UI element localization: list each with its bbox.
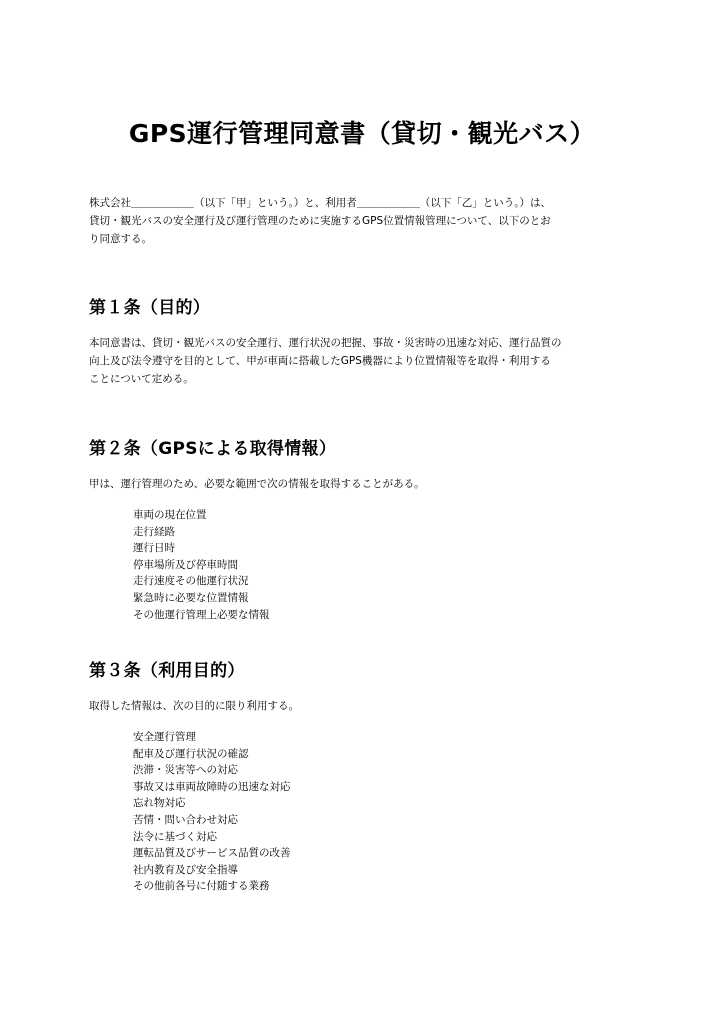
list-item: 社内教育及び安全指導 [133, 863, 238, 876]
article-2-text: 甲は、運行管理のため、必要な範囲で次の情報を取得することがある。 [89, 478, 425, 490]
article-2-list [133, 507, 270, 623]
list-item: 安全運行管理 [133, 731, 196, 743]
article-3-list [133, 729, 291, 895]
article-3-text: 取得した情報は、次の目的に限り利用する。 [89, 700, 299, 712]
document-title: GPS運行管理同意書（貸切・観光バス） [128, 119, 596, 148]
list-item: 停車場所及び停車時間 [133, 558, 238, 571]
list-item: 渋滞・災害等への対応 [133, 764, 238, 777]
list-item: 緊急時に必要な位置情報 [133, 591, 249, 604]
list-item: その他運行管理上必要な情報 [133, 608, 270, 621]
list-item: 忘れ物対応 [133, 797, 186, 810]
list-item: 走行速度その他運行状況 [133, 575, 249, 588]
article-2-heading: 第２条（GPSによる取得情報） [89, 439, 337, 459]
article-3-heading: 第３条（利用目的） [89, 661, 245, 681]
list-item: 走行経路 [133, 525, 175, 538]
list-item: 苦情・問い合わせ対応 [133, 813, 238, 826]
list-item: 運転品質及びサービス品質の改善 [133, 847, 291, 860]
list-item: 配車及び運行状況の確認 [133, 747, 249, 760]
intro-paragraph: 株式会社＿＿＿＿＿＿（以下「甲」という。）と、利用者＿＿＿＿＿＿（以下「乙」という。）は、 貸切・観光バスの安全運行及び運行管理のために実施するGPS位置情報管理について、以下のとお り同意する。 [89, 197, 551, 245]
article-1-heading: 第１条（目的） [89, 298, 211, 318]
list-item: 事故又は車両故障時の迅速な対応 [133, 780, 291, 793]
list-item: 運行日時 [133, 542, 175, 555]
list-item: 車両の現在位置 [133, 509, 207, 521]
list-item: その他前各号に付随する業務 [133, 880, 270, 893]
article-1-text: 本同意書は、貸切・観光バスの安全運行、運行状況の把握、事故・災害時の迅速な対応、運行品質の 向上及び法令遵守を目的として、甲が車両に搭載したGPS機器により位置情報等を取得・利用する ことについて定める。 [89, 337, 562, 385]
list-item: 法令に基づく対応 [133, 830, 217, 843]
